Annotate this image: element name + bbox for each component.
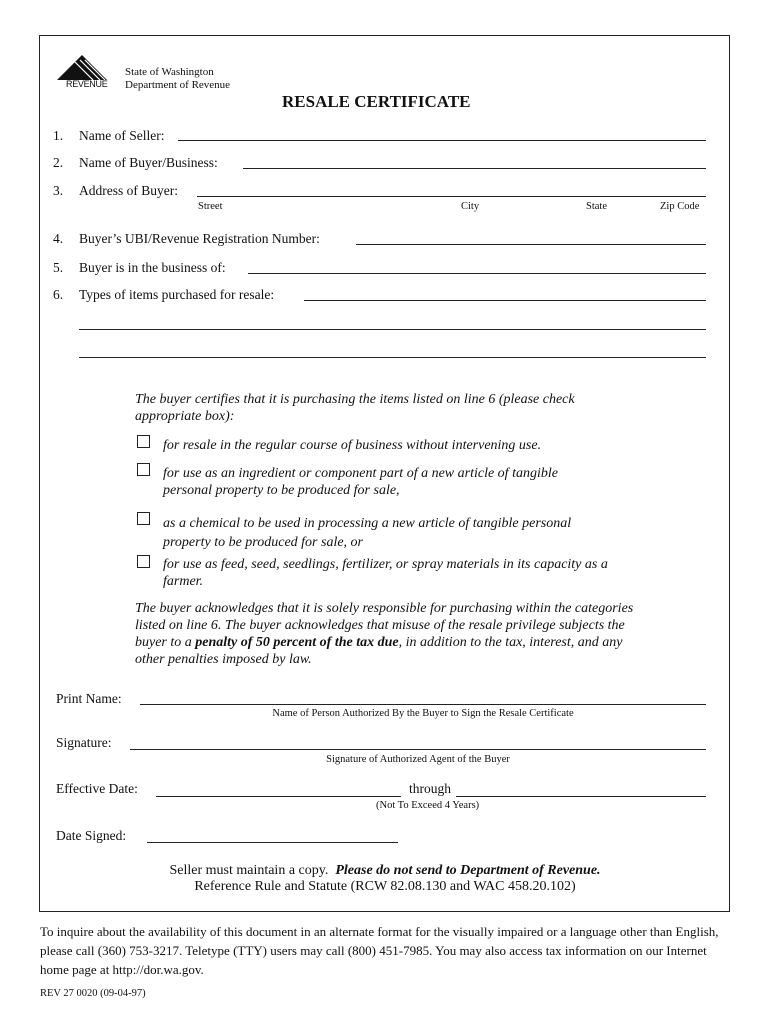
form-number: REV 27 0020 (09-04-97): [40, 988, 146, 999]
ack-penalty: penalty of 50 percent of the tax due: [195, 635, 399, 650]
signature-input[interactable]: [130, 749, 706, 750]
print-name-label: Print Name:: [56, 691, 122, 706]
seller-notice-plain: Seller must maintain a copy.: [169, 863, 336, 878]
field-3-label: Address of Buyer:: [79, 183, 178, 198]
agency-line-1: State of Washington: [125, 66, 214, 78]
chemical-checkbox[interactable]: [137, 512, 150, 525]
state-sublabel: State: [586, 201, 607, 212]
field-5-label: Buyer is in the business of:: [79, 260, 226, 275]
street-sublabel: Street: [198, 201, 223, 212]
revenue-roof-icon: [55, 52, 110, 82]
option-chemical: as a chemical to be used in processing a new article of tangible personal property to be produced for sale, or: [163, 516, 572, 550]
items-purchased-input-3[interactable]: [79, 357, 706, 358]
through-label: through: [409, 781, 451, 796]
logo-text: REVENUE: [66, 79, 108, 89]
buyer-name-input[interactable]: [243, 168, 706, 169]
seller-notice-line-1: [90, 863, 680, 879]
business-type-input[interactable]: [248, 273, 706, 274]
revenue-logo: [55, 52, 110, 92]
print-name-input[interactable]: [140, 704, 706, 705]
items-purchased-input-1[interactable]: [304, 300, 706, 301]
agency-line-2: Department of Revenue: [125, 79, 231, 91]
certify-intro: The buyer certifies that it is purchasing the items listed on line 6 (please check appropriate box):: [135, 392, 575, 424]
buyer-address-input[interactable]: [197, 196, 706, 197]
option-farmer: for use as feed, seed, seedlings, fertilizer, or spray materials in its capacity as a farmer.: [163, 557, 608, 589]
effective-date-start-input[interactable]: [156, 796, 401, 797]
field-5-num: 5.: [53, 260, 64, 275]
ingredient-checkbox[interactable]: [137, 463, 150, 476]
ack-part-1: The buyer acknowledges that it is solely responsible for purchasing within the categories listed on line 6. The buyer acknowledges that misuse of the resale privilege subjects the buyer to a: [135, 601, 634, 650]
signature-label: Signature:: [56, 735, 112, 750]
field-2-num: 2.: [53, 155, 64, 170]
field-4-num: 4.: [53, 231, 64, 246]
print-name-caption: Name of Person Authorized By the Buyer to Sign the Resale Certificate: [272, 708, 574, 719]
ubi-number-input[interactable]: [356, 244, 706, 245]
field-1-num: 1.: [53, 128, 64, 143]
seller-name-input[interactable]: [178, 140, 706, 141]
field-2-label: Name of Buyer/Business:: [79, 155, 218, 170]
date-signed-label: Date Signed:: [56, 828, 127, 843]
field-3-num: 3.: [53, 183, 64, 198]
city-sublabel: City: [461, 201, 480, 212]
effective-date-end-input[interactable]: [456, 796, 706, 797]
acknowledgement-text: [135, 600, 635, 668]
field-4-label: Buyer’s UBI/Revenue Registration Number:: [79, 231, 320, 246]
page-title: RESALE CERTIFICATE: [282, 92, 471, 111]
date-signed-input[interactable]: [147, 842, 398, 843]
through-caption: (Not To Exceed 4 Years): [376, 800, 480, 811]
signature-caption: Signature of Authorized Agent of the Buyer: [326, 754, 510, 765]
zip-sublabel: Zip Code: [660, 201, 700, 212]
resale-checkbox[interactable]: [137, 435, 150, 448]
seller-notice-emphasis: Please do not send to Department of Revenue.: [335, 863, 601, 878]
farmer-checkbox[interactable]: [137, 555, 150, 568]
option-ingredient: for use as an ingredient or component part of a new article of tangible personal property to be produced for sale,: [163, 466, 558, 498]
field-6-label: Types of items purchased for resale:: [79, 287, 275, 302]
field-1-label: Name of Seller:: [79, 128, 165, 143]
ack-part-2: , in addition to the tax, interest, and any other penalties imposed by law.: [135, 635, 623, 667]
accessibility-info: To inquire about the availability of this document in an alternate format for the visually impaired or a language other than English, please call (360) 753-3217. Teletype (TTY) users may call (800) 451-7985. You may also access tax information on our Internet home page at http://dor.wa.gov.: [40, 924, 719, 977]
seller-notice-line-2: Reference Rule and Statute (RCW 82.08.130 and WAC 458.20.102): [194, 879, 576, 894]
effective-date-label: Effective Date:: [56, 781, 138, 796]
items-purchased-input-2[interactable]: [79, 329, 706, 330]
field-6-num: 6.: [53, 287, 64, 302]
option-resale: for resale in the regular course of business without intervening use.: [163, 438, 542, 453]
